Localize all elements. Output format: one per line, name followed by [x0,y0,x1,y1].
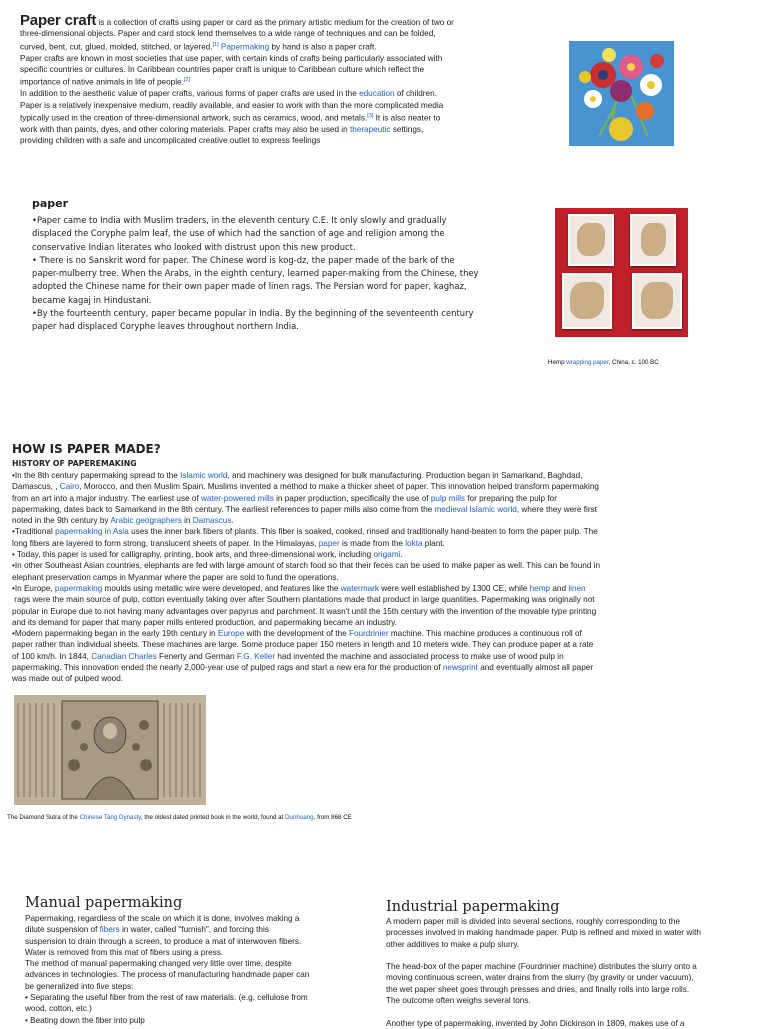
hemp-link[interactable]: hemp [529,583,551,593]
diamond-sutra-illustration [14,695,206,805]
paper-craft-line-1: Paper craft is a collection of crafts using paper or card as the primary artistic medium for the creation of two or [20,12,454,29]
education-link[interactable]: education [359,89,395,99]
citation-link[interactable]: [1] [212,41,219,48]
papermaking-europe-link[interactable]: papermaking [54,583,103,593]
linen-link[interactable]: linen [568,583,586,593]
lokta-link[interactable]: lokta [405,538,423,548]
paragraph-spacer [386,1006,761,1017]
pulp-mills-link[interactable]: pulp mills [430,493,465,503]
therapeutic-link[interactable]: therapeutic [349,124,391,134]
arabic-geographers-link[interactable]: Arabic geographers [110,516,182,526]
europe-link[interactable]: Europe [217,629,245,639]
manual-papermaking-text: Papermaking, regardless of the scale on which it is done, involves making a dilute suspension of fibers in water, called "furnish", and forcing this suspension to drain through a screen, to produce a mat of interwoven fibers. Water is removed from this mat of fibers using a press. The method of manual papermaking changed very little over time, despite advances in technologies. The process of manufacturing handmade paper can be generalized into five steps: • Separating the useful fiber from the rest of raw materials. (e.g. cellulose from wood, cotton, etc.) • Beating down the fiber into pulp [25,914,310,1025]
fibers-link[interactable]: fibers [99,925,120,935]
papermaking-link[interactable]: Papermaking [220,42,270,52]
industrial-papermaking-title: Industrial papermaking [386,899,560,915]
paper-link[interactable]: paper [318,538,340,548]
hemp-sample-frame [562,273,612,329]
paragraph-spacer [386,950,761,961]
wrapping-paper-link[interactable]: wrapping paper [566,359,609,366]
medieval-islamic-world-link[interactable]: medieval Islamic world [434,504,517,514]
quilled-flowers-image [569,41,674,146]
paper-section-title: paper [32,197,69,210]
diamond-sutra-caption: The Diamond Sutra of the Chinese Tang Dynasty, the oldest dated printed book in the world, found at Dunhuang, from 868 CE [7,814,352,821]
quilled-flowers-illustration [569,41,674,146]
history-subtitle: HISTORY OF PAPEREMAKING [12,459,137,468]
hemp-paper-caption: Hemp wrapping paper, China, c. 100 BC [548,359,659,366]
newsprint-link[interactable]: newsprint [442,663,478,673]
manual-papermaking-title: Manual papermaking [25,895,183,911]
papermaking-in-asia-link[interactable]: papermaking in Asia [55,527,129,537]
islamic-world-link[interactable]: Islamic world [180,471,228,480]
citation-link[interactable]: [2] [183,77,190,84]
dunhuang-link[interactable]: Dunhuang [285,814,314,821]
fourdrinier-link[interactable]: Fourdrinier [348,629,389,639]
citation-link[interactable]: [3] [367,112,374,119]
diamond-sutra-image [14,695,206,805]
history-text: •In the 8th century papermaking spread to the Islamic world, and machinery was designed for bulk manufacturing. Production began in Samarkand, Baghdad, Damascus, , Cairo, Morocco, and then Muslim Spain. Muslims invented a method to make a thicker sheet of paper. This innovation helped transform papermaking from an art into a major industry. The earliest use of water-powered mills in paper production, specifically the use of pulp mills for preparing the pulp for papermaking, dates back to Samarkand in the 8th century. The earliest references to paper mills also come from the medieval Islamic world, where they were first noted in the 9th century by Arabic geographers in Damascus. •Traditional papermaking in Asia uses the inner bark fibers of plants. This fiber is soaked, cooked, rinsed and traditionally hand-beaten to form the paper pulp. The long fibers are layered to form strong, translucent sheets of paper. In the Himalayas, paper is made from the lokta plant. • Today, this paper is used for calligraphy, printing, book arts, and three-dimensional work, including origami. •In other Southeast Asian countries, elephants are fed with large amount of starch food so that their feces can be used to make paper as well. This can be found in elephant preservation camps in Myanmar where the paper are sold to fund the operations. •In Europe, papermaking moulds using metallic wire were developed, and features like the watermark were well established by 1300 CE, while hemp and linen rags were the main source of pulp, cotton eventually taking over after Southern plantations made that product in large quantities. Papermaking was originally not popular in Europe due to not having many advantages over papyrus and parchment. It wasn't until the 15th century with the invention of the movable type printing and its demand for paper that many paper mills entered production, and papermaking became an industry. •Modern papermaking began in the early 19th century in Europe with the development of the Fourdrinier machine. This machine produces a continuous roll of paper rather than individual sheets. These machines are large. Some produce paper 150 meters in length and 10 meters wide. They can produce paper at a rate of 100 km/h. In 1844, Canadian Charles Fenerty and German F.G. Keller had invented the machine and associated process to make use of wood pulp in papermaking. This innovation ended the nearly 2,000-year use of pulped rags and start a new era for the production of newsprint and eventually almost all paper was made out of pulped wood. [12,471,601,684]
hemp-sample-frame [632,273,682,329]
damascus-link[interactable]: Damascus [192,516,232,526]
paper-craft-title: Paper craft [20,12,97,29]
cairo-link[interactable]: Cairo [59,482,80,492]
watermark-link[interactable]: watermark [340,583,379,593]
hemp-sample-frame [568,214,614,266]
canadian-charles-link[interactable]: Canadian Charles [91,651,157,661]
paper-craft-section: Paper craft is a collection of crafts using paper or card as the primary artistic medium for the creation of two or three-dimensional objects. Paper and card stock lend themselves to a wide range of techniques and can be folded, curved, bent, cut, glued, molded, stitched, or layered.[1] Papermaking by hand is also a paper craft. Paper crafts are known in most societies that use paper, with certain kinds of crafts being particularly associated with specific countries or cultures. In Caribbean countries paper craft is unique to Caribbean culture which reflect the importance of native animals in life of people.[2] In addition to the aesthetic value of paper crafts, various forms of paper crafts are used in the education of children. Paper is a relatively inexpensive medium, readily available, and easier to work with than the more complicated media typically used in the creation of three-dimensional artwork, such as ceramics, wood, and metals.[3] It is also neater to work with than paints, dyes, and other coloring materials. Paper crafts may also be used in therapeutic settings, providing children with a safe and uncomplicated creative outlet to express feelings [20,15,550,146]
origami-link[interactable]: origami [373,550,401,560]
water-powered-mills-link[interactable]: water-powered mills [201,493,274,503]
hemp-paper-image [555,208,688,337]
fg-keller-link[interactable]: F.G. Keller [236,651,276,661]
paper-india-text: •Paper came to India with Muslim traders, in the eleventh century C.E. It only slowly and gradually displaced the Coryphe palm leaf, the use of which had the sanction of age and religion among the conservative Indian literates who looked with distrust upon this new product. • There is no Sanskrit word for paper. The Chinese word is kog-dz, the paper made of the bark of the paper-mulberry tree. When the Arabs, in the eighth century, learned paper-making from the Chinese, they adopted the Chinese name for their own paper made of linen rags. The Persian word for paper, kaghaz, became kagaj in Hindustani. •By the fourteenth century, paper became popular in India. By the beginning of the seventeenth century paper had displaced Coryphe leaves throughout northern India. [32,215,479,332]
tang-dynasty-link[interactable]: Chinese Tang Dynasty [79,814,141,821]
how-paper-made-title: HOW IS PAPER MADE? [12,442,161,456]
industrial-papermaking-text: A modern paper mill is divided into several sections, roughly corresponding to the processes involved in making handmade paper. Pulp is refined and mixed in water with other additives to make a pulp slurry. The head-box of the paper machine (Fourdrinier machine) distributes the slurry onto a moving continuous screen, water drains from the slurry (by gravity or under vacuum), the wet paper sheet goes through presses and dries, and finally rolls into large rolls. The outcome often weighs several tons. Another type of papermaking, invented by John Dickinson in 1809, makes use of a [386,916,761,1029]
hemp-sample-frame [630,214,676,266]
